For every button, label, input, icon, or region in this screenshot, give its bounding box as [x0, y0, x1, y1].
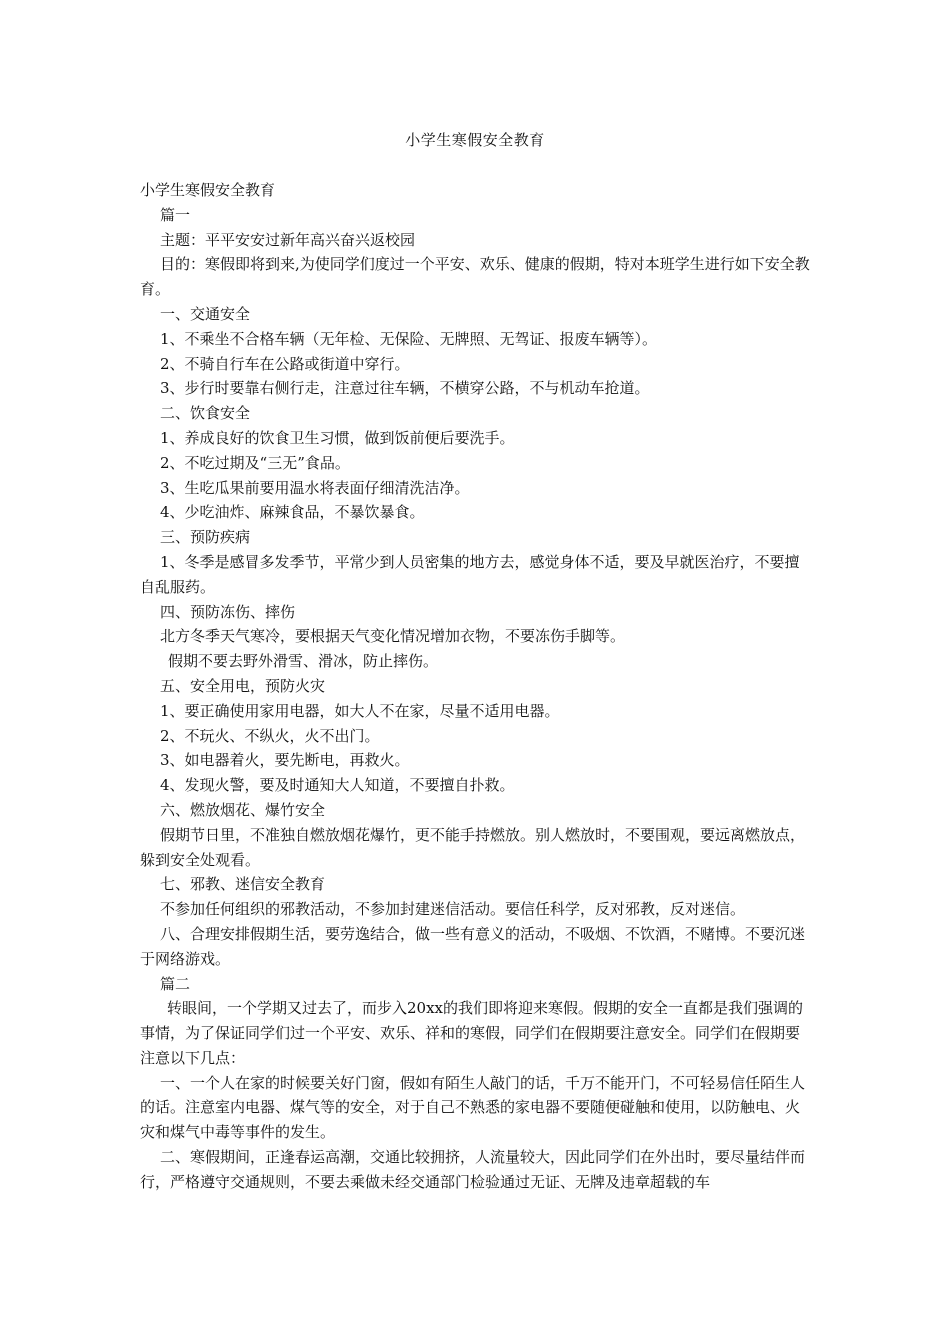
- document-title: 小学生寒假安全教育: [405, 131, 545, 149]
- paragraph: 不参加任何组织的邪教活动，不参加封建迷信活动。要信任科学，反对邪教，反对迷信。: [160, 900, 746, 919]
- list-item: 1、养成良好的饮食卫生习惯，做到饭前便后要洗手。: [160, 428, 515, 447]
- list-item: 3、生吃瓜果前要用温水将表面仔细清洗洁净。: [160, 478, 470, 497]
- document-body: [140, 178, 812, 1195]
- list-item: 1、冬季是感冒多发季节，平常少到人员密集的地方去，感觉身体不适，要及早就医治疗，不要擅自乱服药。: [140, 552, 800, 596]
- list-item: 2、不玩火、不纵火，火不出门。: [160, 726, 380, 745]
- section-heading: 五、安全用电，预防火灾: [160, 676, 326, 695]
- list-item: 4、少吃油炸、麻辣食品，不暴饮暴食。: [160, 503, 425, 522]
- list-item: 2、不骑自行车在公路或街道中穿行。: [160, 354, 410, 373]
- paragraph: 目的：寒假即将到来,为使同学们度过一个平安、欢乐、健康的假期，特对本班学生进行如下安全教育。: [140, 255, 810, 299]
- section-heading: 四、预防冻伤、摔伤: [160, 602, 296, 621]
- section-label: 篇一: [160, 205, 191, 224]
- section-heading: 八、合理安排假期生活，要劳逸结合，做一些有意义的活动，不吸烟、不饮酒，不赌博。不要沉迷于网络游戏。: [140, 924, 806, 968]
- list-item: 3、步行时要靠右侧行走，注意过往车辆，不横穿公路，不与机动车抢道。: [160, 379, 650, 398]
- section-label: 篇二: [160, 974, 191, 993]
- section-heading: 一、交通安全: [160, 304, 251, 323]
- paragraph: 假期节日里，不准独自燃放烟花爆竹，更不能手持燃放。别人燃放时，不要围观，要远离燃放点，躲到安全处观看。: [140, 825, 806, 869]
- section-heading: 六、燃放烟花、爆竹安全: [160, 800, 326, 819]
- heading: 小学生寒假安全教育: [140, 181, 276, 199]
- list-item: 2、不吃过期及“三无”食品。: [160, 453, 350, 472]
- paragraph: 北方冬季天气寒冷，要根据天气变化情况增加衣物，不要冻伤手脚等。: [160, 627, 626, 646]
- list-item: 1、要正确使用家用电器，如大人不在家，尽量不适用电器。: [160, 701, 560, 720]
- paragraph: 转眼间，一个学期又过去了，而步入20xx的我们即将迎来寒假。假期的安全一直都是我们强调的事情，为了保证同学们过一个平安、欢乐、祥和的寒假，同学们在假期要注意安全。同学们在假期要注意以下几点：: [140, 999, 804, 1067]
- paragraph: 一、一个人在家的时候要关好门窗，假如有陌生人敲门的话，千万不能开门，不可轻易信任陌生人的话。注意室内电器、煤气等的安全，对于自己不熟悉的家电器不要随便碰触和使用，以防触电、火灾和煤气中毒等事件的发生。: [140, 1073, 806, 1142]
- list-item: 3、如电器着火，要先断电，再救火。: [160, 751, 410, 770]
- section-heading: 三、预防疾病: [160, 528, 251, 547]
- list-item: 4、发现火警，要及时通知大人知道，不要擅自扑救。: [160, 776, 515, 795]
- paragraph: 假期不要去野外滑雪、滑冰，防止摔伤。: [168, 652, 439, 671]
- section-heading: 二、饮食安全: [160, 404, 251, 423]
- paragraph: 主题：平平安安过新年高兴奋兴返校园: [160, 230, 416, 249]
- list-item: 1、不乘坐不合格车辆（无年检、无保险、无牌照、无驾证、报废车辆等）。: [160, 329, 658, 348]
- section-heading: 七、邪教、迷信安全教育: [160, 875, 326, 894]
- paragraph: 二、寒假期间，正逢春运高潮，交通比较拥挤，人流量较大，因此同学们在外出时，要尽量结伴而行，严格遵守交通规则，不要去乘做未经交通部门检验通过无证、无牌及违章超载的车: [140, 1148, 806, 1191]
